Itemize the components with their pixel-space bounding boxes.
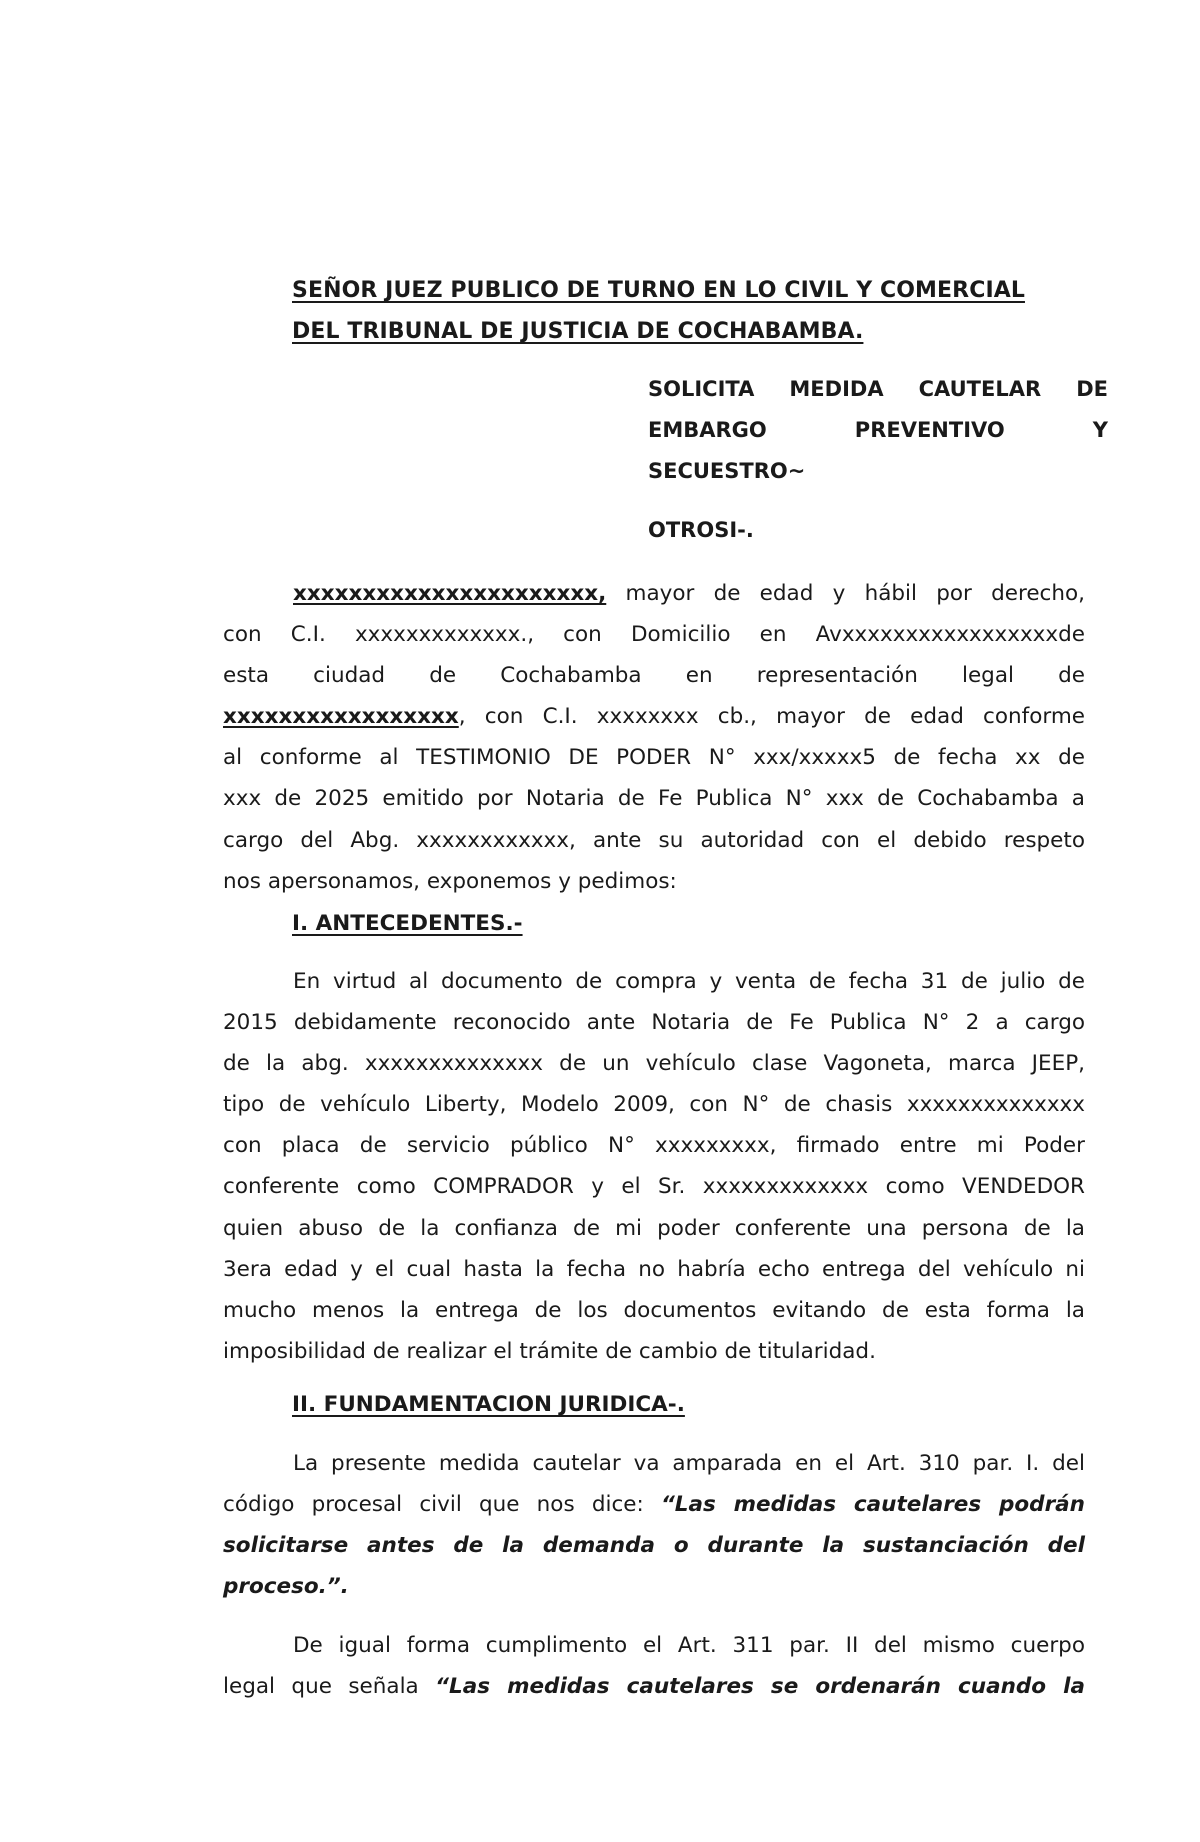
intro-line-1 [223, 573, 1085, 614]
antecedentes-line-2: 2015 debidamente reconocido ante Notaria de Fe Publica N° 2 a cargo [223, 1010, 1085, 1036]
intro-line-6: xxx de 2025 emitido por Notaria de Fe Publica N° xxx de Cochabamba a [223, 786, 1085, 812]
intro-line-4 [223, 696, 1085, 737]
reference-line-3: SECUESTRO~ [648, 459, 806, 483]
court-heading [292, 270, 1092, 352]
intro-line-5: al conforme al TESTIMONIO DE PODER N° xxx/xxxxx5 de fecha xx de [223, 745, 1085, 771]
intro-line-7: cargo del Abg. xxxxxxxxxxxx, ante su autoridad con el debido respeto [223, 827, 1085, 853]
otrosi-text: OTROSI-. [648, 518, 754, 542]
fundamentacion-line-2 [223, 1484, 1085, 1525]
heading-line-1: SEÑOR JUEZ PUBLICO DE TURNO EN LO CIVIL Y COMERCIAL [292, 278, 1025, 303]
antecedentes-line-1: En virtud al documento de compra y venta de fecha 31 de julio de [293, 969, 1085, 994]
intro-line-1-text: mayor de edad y hábil por derecho, [606, 581, 1085, 606]
antecedentes-line-9: mucho menos la entrega de los documentos evitando de esta forma la [223, 1297, 1085, 1323]
reference-line-2: EMBARGO PREVENTIVO Y [648, 418, 1108, 442]
antecedentes-line-5: con placa de servicio público N° xxxxxxxxx, firmado entre mi Poder [223, 1133, 1085, 1159]
quote-start: “Las medidas cautelares podrán [660, 1492, 1085, 1518]
petitioner-name: xxxxxxxxxxxxxxxxxxxxxx, [293, 581, 607, 606]
intro-line-2: con C.I. xxxxxxxxxxxxx., con Domicilio en Avxxxxxxxxxxxxxxxxxde [223, 622, 1085, 648]
reference-block [648, 369, 1108, 492]
intro-line-4-text: , con C.I. xxxxxxxx cb., mayor de edad conforme [458, 704, 1085, 730]
reference-line-1: SOLICITA MEDIDA CAUTELAR DE [648, 377, 1108, 401]
antecedentes-line-4: tipo de vehículo Liberty, Modelo 2009, con N° de chasis xxxxxxxxxxxxxx [223, 1092, 1085, 1118]
fundamentacion-line-1: La presente medida cautelar va amparada en el Art. 310 par. I. del [293, 1451, 1085, 1476]
antecedentes-line-3: de la abg. xxxxxxxxxxxxxx de un vehículo clase Vagoneta, marca JEEP, [223, 1051, 1085, 1077]
antecedentes-line-6: conferente como COMPRADOR y el Sr. xxxxxxxxxxxxx como VENDEDOR [223, 1174, 1085, 1200]
fundamentacion-paragraph-1 [223, 1443, 1085, 1607]
fundamentacion-line-2-text: código procesal civil que nos dice: [223, 1492, 661, 1518]
section-1-title: I. ANTECEDENTES.- [292, 911, 523, 936]
fundamentacion-p2-line-2-text: legal que señala [223, 1674, 436, 1700]
intro-line-8: nos apersonamos, exponemos y pedimos: [223, 868, 677, 894]
quote-start-2: “Las medidas cautelares se ordenarán cuando la [435, 1674, 1085, 1700]
fundamentacion-line-3: solicitarse antes de la demanda o durante la sustanciación del [223, 1533, 1085, 1559]
antecedentes-line-10: imposibilidad de realizar el trámite de cambio de titularidad. [223, 1338, 876, 1364]
fundamentacion-line-4: proceso.”. [223, 1574, 349, 1600]
antecedentes-paragraph [223, 961, 1085, 1372]
fundamentacion-paragraph-2 [223, 1625, 1085, 1707]
represented-name: xxxxxxxxxxxxxxxxx [223, 704, 459, 730]
section-2-title: II. FUNDAMENTACION JURIDICA-. [292, 1392, 685, 1417]
heading-line-2: DEL TRIBUNAL DE JUSTICIA DE COCHABAMBA. [292, 319, 864, 344]
otrosi-label [648, 510, 1108, 551]
fundamentacion-p2-line-1: De igual forma cumplimento el Art. 311 par. II del mismo cuerpo [293, 1633, 1085, 1658]
antecedentes-line-8: 3era edad y el cual hasta la fecha no habría echo entrega del vehículo ni [223, 1256, 1085, 1282]
fundamentacion-p2-line-2 [223, 1666, 1085, 1707]
antecedentes-line-7: quien abuso de la confianza de mi poder conferente una persona de la [223, 1215, 1085, 1241]
intro-paragraph [223, 573, 1085, 902]
intro-line-3: esta ciudad de Cochabamba en representación legal de [223, 663, 1085, 689]
